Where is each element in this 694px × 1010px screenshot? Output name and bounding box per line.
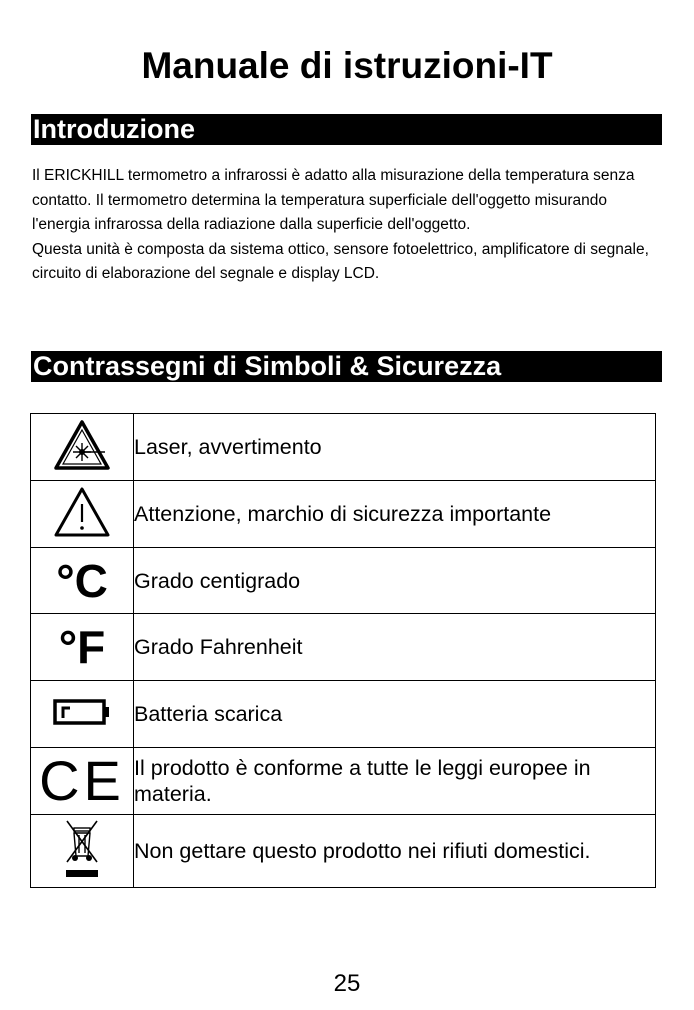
icon-cell	[31, 481, 134, 548]
celsius-icon: °C	[56, 554, 108, 607]
icon-cell	[31, 548, 134, 614]
intro-paragraph-2: Questa unità è composta da sistema ottico, sensore fotoelettrico, amplificatore di segnale, circuito di elaborazione del segnale e display LCD.	[32, 240, 649, 282]
ce-mark-icon: CE	[39, 749, 125, 812]
page-number: 25	[333, 970, 361, 997]
symbol-description: Non gettare questo prodotto nei rifiuti domestici.	[134, 815, 656, 888]
symbol-description: Attenzione, marchio di sicurezza importante	[134, 481, 656, 548]
table-row	[31, 815, 656, 888]
intro-paragraph-1: Il ERICKHILL termometro a infrarossi è adatto alla misurazione della temperatura senza contatto. Il termometro determina la temperatura superficiale dell'oggetto misurando l'energia infrarossa della radiazione dalla superficie dell'oggetto.	[32, 167, 635, 233]
table-row	[31, 481, 656, 548]
symbol-description: Grado centigrado	[134, 548, 656, 614]
fahrenheit-icon: °F	[58, 621, 106, 673]
weee-bin-icon	[62, 818, 102, 885]
table-row	[31, 614, 656, 681]
table-row	[31, 548, 656, 614]
intro-text	[32, 164, 664, 287]
icon-cell	[31, 748, 134, 815]
table-row	[31, 414, 656, 481]
icon-cell	[31, 614, 134, 681]
symbols-table	[30, 413, 656, 888]
intro-heading: Introduzione	[31, 114, 662, 145]
low-battery-icon	[53, 699, 111, 730]
symbol-description: Il prodotto è conforme a tutte le leggi europee in materia.	[134, 748, 656, 815]
symbols-heading: Contrassegni di Simboli & Sicurezza	[31, 351, 662, 382]
symbol-description: Batteria scarica	[134, 681, 656, 748]
symbol-description: Laser, avvertimento	[134, 414, 656, 481]
table-row	[31, 681, 656, 748]
table-row	[31, 748, 656, 815]
caution-warning-icon	[53, 486, 111, 543]
laser-warning-icon	[53, 419, 111, 476]
icon-cell	[31, 681, 134, 748]
page-title: Manuale di istruzioni-IT	[141, 45, 553, 86]
icon-cell	[31, 815, 134, 888]
symbol-description: Grado Fahrenheit	[134, 614, 656, 681]
icon-cell	[31, 414, 134, 481]
